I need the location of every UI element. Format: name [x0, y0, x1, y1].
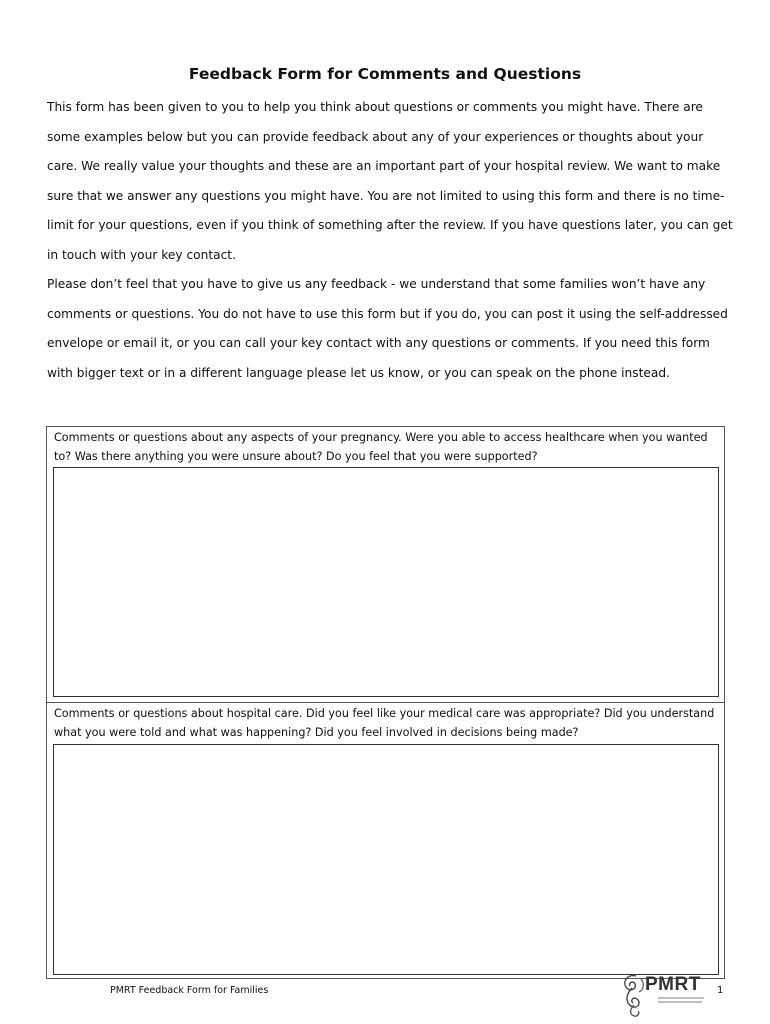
- intro-text: [47, 93, 733, 388]
- pregnancy-section-prompt: Comments or questions about any aspects of your pregnancy. Were you able to access healthcare when you wanted to? Was there anything you were unsure about? Do you feel that you were supported?: [54, 431, 708, 463]
- page-title: Feedback Form for Comments and Questions: [188, 65, 582, 83]
- intro-paragraph: This form has been given to you to help you think about questions or comments you might have. There are some examples below but you can provide feedback about any of your experiences or thoughts about your care. We really value your thoughts and these are an important part of your hospital review. We want to make sure that we answer any questions you might have. You are not limited to using this form and there is no time-limit for your questions, even if you think of something after the review. If you have questions later, you can get in touch with your key contact.: [47, 100, 733, 262]
- pmrt-logo-tagline: [658, 996, 706, 1006]
- page-number: 1: [717, 985, 724, 996]
- pregnancy-section: [46, 426, 725, 703]
- hospital-care-comments-box[interactable]: [53, 744, 719, 975]
- footer-text: PMRT Feedback Form for Families: [110, 985, 269, 996]
- intro-paragraph: Please don’t feel that you have to give us any feedback - we understand that some families won’t have any comments or questions. You do not have to use this form but if you do, you can post it using the self-addressed envelope or email it, or you can call your key contact with any questions or comments. If you need this form with bigger text or in a different language please let us know, or you can speak on the phone instead.: [47, 277, 728, 380]
- pmrt-logo: [620, 972, 710, 1018]
- hospital-care-section-prompt: Comments or questions about hospital care. Did you feel like your medical care was appropriate? Did you understand what you were told and what was happening? Did you feel involved in decisions being made?: [54, 707, 715, 739]
- pmrt-logo-wordmark: PMRT: [645, 974, 701, 995]
- pregnancy-comments-box[interactable]: [53, 467, 719, 697]
- hospital-care-section: [46, 702, 725, 979]
